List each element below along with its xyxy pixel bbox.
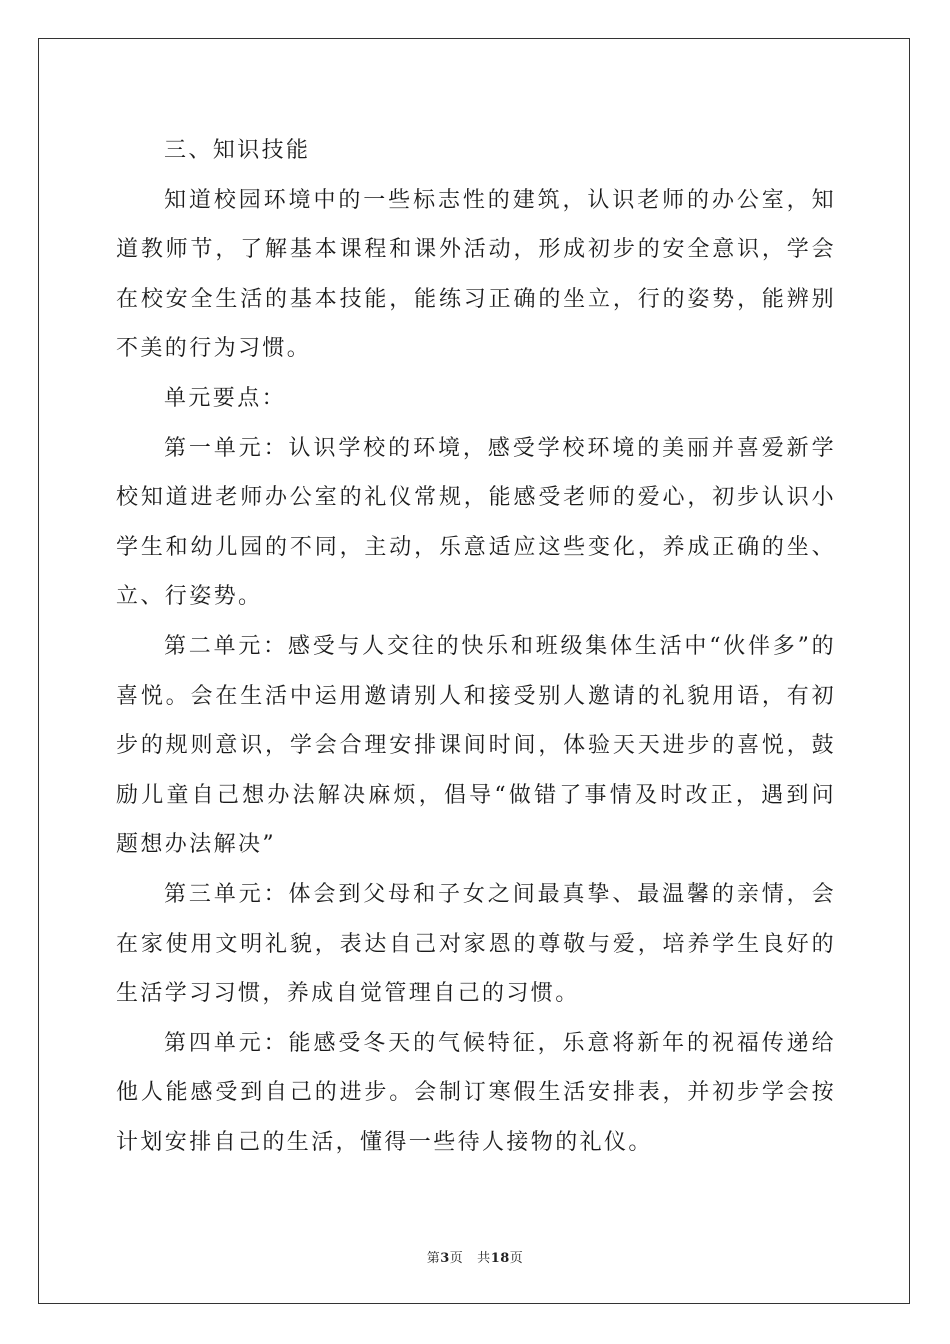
document-body <box>116 126 836 1167</box>
total-prefix: 共 <box>477 1251 491 1266</box>
page-prefix: 第 <box>426 1251 441 1266</box>
total-pages: 18 <box>490 1251 510 1266</box>
total-suffix: 页 <box>509 1251 524 1266</box>
unit-four-paragraph: 第四单元：能感受冬天的气候特征，乐意将新年的祝福传递给他人能感受到自己的进步。会制订寒假生活安排表，并初步学会按计划安排自己的生活，懂得一些待人接物的礼仪。 <box>116 1030 836 1155</box>
section-heading: 三、知识技能 <box>164 138 311 163</box>
unit-points-heading: 单元要点： <box>164 385 287 411</box>
unit-one-paragraph: 第一单元：认识学校的环境，感受学校环境的美丽并喜爱新学校知道进老师办公室的礼仪常规，能感受老师的爱心，初步认识小学生和幼儿园的不同，主动，乐意适应这些变化，养成正确的坐、立、行姿势。 <box>116 435 836 610</box>
page-footer <box>0 1247 950 1266</box>
unit-three-paragraph: 第三单元：体会到父母和子女之间最真挚、最温馨的亲情，会在家使用文明礼貌，表达自己对家恩的尊敬与爱，培养学生良好的生活学习习惯，养成自觉管理自己的习惯。 <box>116 881 836 1007</box>
page-suffix: 页 <box>449 1251 464 1266</box>
unit-two-paragraph: 第二单元：感受与人交往的快乐和班级集体生活中“伙伴多”的喜悦。会在生活中运用邀请别人和接受别人邀请的礼貌用语，有初步的规则意识，学会合理安排课间时间，体验天天进步的喜悦，鼓励儿童自己想办法解决麻烦，倡导“做错了事情及时改正，遇到问题想办法解决” <box>116 633 836 858</box>
body-paragraph: 知道校园环境中的一些标志性的建筑，认识老师的办公室，知道教师节，了解基本课程和课外活动，形成初步的安全意识，学会在校安全生活的基本技能，能练习正确的坐立，行的姿势，能辨别不美的行为习惯。 <box>116 187 836 362</box>
page-number: 3 <box>440 1251 450 1266</box>
